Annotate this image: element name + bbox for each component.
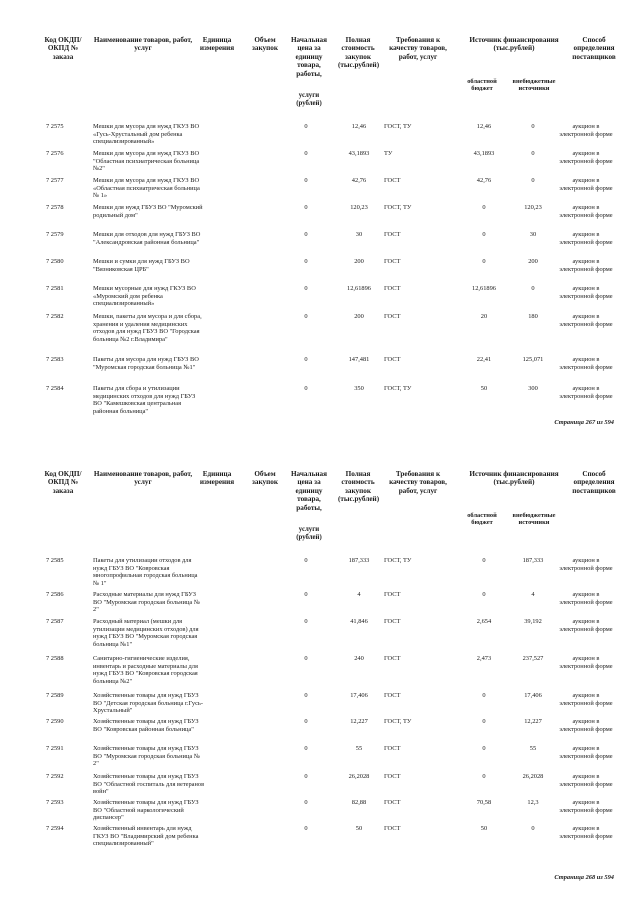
order-number: 7 2577 bbox=[46, 177, 64, 184]
page-number: Страница 267 из 594 bbox=[554, 419, 614, 426]
item-name: Хозяйственные товары для нужд ГБУЗ ВО "Детская городская больница г.Гусь-Хрустальный" bbox=[93, 692, 203, 715]
total-cost: 30 bbox=[355, 231, 363, 238]
total-cost: 240 bbox=[354, 655, 364, 662]
item-name: Мешки для мусора для нужд ГКУЗ ВО «Областная психиатрическая больница № 1» bbox=[93, 177, 200, 200]
header-source-regional: областной бюджет bbox=[467, 78, 497, 93]
extra-budget: 180 bbox=[528, 313, 538, 320]
order-number: 7 2585 bbox=[46, 557, 64, 564]
procurement-method: аукцион в электронной форме bbox=[559, 258, 613, 273]
quality-requirements: ГОСТ bbox=[384, 773, 401, 780]
procurement-method: аукцион в электронной форме bbox=[559, 231, 613, 246]
quality-requirements: ГОСТ, ТУ bbox=[384, 123, 412, 130]
total-cost: 12,46 bbox=[351, 123, 367, 130]
initial-price: 0 bbox=[304, 718, 308, 725]
procurement-method: аукцион в электронной форме bbox=[559, 718, 613, 733]
order-number: 7 2593 bbox=[46, 799, 64, 806]
item-name: Хозяйственный инвентарь для нужд ГКУЗ ВО "Владимирский дом ребенка специализированный" bbox=[93, 825, 199, 848]
header-unit: Единица измерения bbox=[199, 470, 235, 487]
quality-requirements: ГОСТ bbox=[384, 231, 401, 238]
header-source: Источник финансирования (тыс.рублей) bbox=[469, 36, 559, 53]
total-cost: 41,846 bbox=[350, 618, 368, 625]
total-cost: 200 bbox=[354, 313, 364, 320]
regional-budget: 0 bbox=[482, 718, 486, 725]
regional-budget: 22,41 bbox=[476, 356, 492, 363]
order-number: 7 2584 bbox=[46, 385, 64, 392]
extra-budget: 0 bbox=[531, 825, 535, 832]
extra-budget: 200 bbox=[528, 258, 538, 265]
procurement-method: аукцион в электронной форме bbox=[559, 745, 613, 760]
quality-requirements: ГОСТ, ТУ bbox=[384, 557, 412, 564]
item-name: Мешки мусорные для нужд ГКУЗ ВО «Муромский дом ребенка специализированный» bbox=[93, 285, 196, 308]
extra-budget: 0 bbox=[531, 123, 535, 130]
order-number: 7 2592 bbox=[46, 773, 64, 780]
extra-budget: 39,192 bbox=[524, 618, 542, 625]
header-initial-price-unit: услуги (рублей) bbox=[296, 92, 322, 107]
table-header bbox=[0, 470, 640, 550]
item-name: Расходный материал (мешки для утилизации медицинских отходов) для нужд ГБУЗ ВО "Муромская городская больница №1" bbox=[93, 618, 199, 648]
header-requirements: Требования к качеству товаров, работ, услуг bbox=[389, 470, 447, 495]
order-number: 7 2583 bbox=[46, 356, 64, 363]
extra-budget: 237,527 bbox=[522, 655, 544, 662]
initial-price: 0 bbox=[304, 313, 308, 320]
regional-budget: 20 bbox=[480, 313, 488, 320]
extra-budget: 187,333 bbox=[522, 557, 544, 564]
order-number: 7 2582 bbox=[46, 313, 64, 320]
header-source-regional: областной бюджет bbox=[467, 512, 497, 527]
item-name: Мешки и сумки для нужд ГБУЗ ВО "Вязниковская ЦРБ" bbox=[93, 258, 190, 273]
quality-requirements: ТУ bbox=[384, 150, 393, 157]
regional-budget: 0 bbox=[482, 258, 486, 265]
procurement-method: аукцион в электронной форме bbox=[559, 825, 613, 840]
quality-requirements: ГОСТ bbox=[384, 655, 401, 662]
procurement-method: аукцион в электронной форме bbox=[559, 773, 613, 788]
item-name: Мешки, пакеты для мусора и для сбора, хранения и удаления медицинских отходов для нужд ГБУЗ ВО "Городская больница №2 г.Владимира" bbox=[93, 313, 202, 343]
header-source: Источник финансирования (тыс.рублей) bbox=[469, 470, 559, 487]
quality-requirements: ГОСТ bbox=[384, 313, 401, 320]
procurement-method: аукцион в электронной форме bbox=[559, 655, 613, 670]
initial-price: 0 bbox=[304, 123, 308, 130]
total-cost: 120,23 bbox=[350, 204, 368, 211]
header-initial-price: Начальная цена за единицу товара, работы, bbox=[290, 470, 328, 512]
regional-budget: 43,1893 bbox=[473, 150, 495, 157]
header-source-extrabudget: внебюджетные источники bbox=[512, 78, 556, 93]
item-name: Хозяйственные товары для нужд ГБУЗ ВО "Областной госпиталь для ветеранов войн" bbox=[93, 773, 205, 796]
item-name: Мешки для мусора для нужд ГКУЗ ВО "Областная психиатрическая больница №2" bbox=[93, 150, 200, 173]
quality-requirements: ГОСТ bbox=[384, 591, 401, 598]
item-name: Пакеты для сбора и утилизации медицинских отходов для нужд ГБУЗ ВО "Камешковская центральная районная больница" bbox=[93, 385, 196, 415]
quality-requirements: ГОСТ bbox=[384, 356, 401, 363]
page-number: Страница 268 из 594 bbox=[554, 874, 614, 881]
initial-price: 0 bbox=[304, 285, 308, 292]
item-name: Мешки для мусора для нужд ГКУЗ ВО «Гусь-Хрустальный дом ребенка специализированный» bbox=[93, 123, 200, 146]
regional-budget: 50 bbox=[480, 825, 488, 832]
regional-budget: 2,654 bbox=[476, 618, 492, 625]
header-total-cost: Полная стоимость закупок (тыс.рублей) bbox=[338, 470, 380, 504]
total-cost: 50 bbox=[355, 825, 363, 832]
initial-price: 0 bbox=[304, 231, 308, 238]
procurement-method: аукцион в электронной форме bbox=[559, 204, 613, 219]
order-number: 7 2589 bbox=[46, 692, 64, 699]
item-name: Пакеты для мусора для нужд ГБУЗ ВО "Муромская городская больница №1" bbox=[93, 356, 199, 371]
regional-budget: 0 bbox=[482, 204, 486, 211]
procurement-method: аукцион в электронной форме bbox=[559, 285, 613, 300]
extra-budget: 125,071 bbox=[522, 356, 544, 363]
order-number: 7 2579 bbox=[46, 231, 64, 238]
header-code: Код ОКДП/ ОКПД № заказа bbox=[44, 36, 82, 61]
extra-budget: 120,23 bbox=[524, 204, 542, 211]
extra-budget: 30 bbox=[529, 231, 537, 238]
quality-requirements: ГОСТ bbox=[384, 745, 401, 752]
regional-budget: 0 bbox=[482, 745, 486, 752]
extra-budget: 0 bbox=[531, 177, 535, 184]
order-number: 7 2588 bbox=[46, 655, 64, 662]
regional-budget: 50 bbox=[480, 385, 488, 392]
total-cost: 55 bbox=[355, 745, 363, 752]
total-cost: 187,333 bbox=[348, 557, 370, 564]
procurement-method: аукцион в электронной форме bbox=[559, 692, 613, 707]
total-cost: 200 bbox=[354, 258, 364, 265]
extra-budget: 0 bbox=[531, 285, 535, 292]
header-code: Код ОКДП/ ОКПД № заказа bbox=[44, 470, 82, 495]
regional-budget: 12,61896 bbox=[472, 285, 496, 292]
header-volume: Объем закупок bbox=[252, 36, 278, 53]
header-name: Наименование товаров, работ, услуг bbox=[93, 36, 193, 53]
initial-price: 0 bbox=[304, 745, 308, 752]
document-page-2 bbox=[0, 470, 640, 881]
item-name: Мешки для отходов для нужд ГБУЗ ВО "Александровская районная больница" bbox=[93, 231, 201, 246]
procurement-method: аукцион в электронной форме bbox=[559, 385, 613, 400]
item-name: Хозяйственные товары для нужд ГБУЗ ВО "Областной наркологический диспансер" bbox=[93, 799, 199, 822]
initial-price: 0 bbox=[304, 356, 308, 363]
order-number: 7 2591 bbox=[46, 745, 64, 752]
header-name: Наименование товаров, работ, услуг bbox=[93, 470, 193, 487]
extra-budget: 55 bbox=[529, 745, 537, 752]
regional-budget: 0 bbox=[482, 231, 486, 238]
table-header bbox=[0, 36, 640, 116]
total-cost: 42,76 bbox=[351, 177, 367, 184]
quality-requirements: ГОСТ bbox=[384, 692, 401, 699]
initial-price: 0 bbox=[304, 204, 308, 211]
quality-requirements: ГОСТ, ТУ bbox=[384, 385, 412, 392]
procurement-method: аукцион в электронной форме bbox=[559, 557, 613, 572]
procurement-method: аукцион в электронной форме bbox=[559, 313, 613, 328]
regional-budget: 0 bbox=[482, 591, 486, 598]
extra-budget: 17,406 bbox=[524, 692, 542, 699]
quality-requirements: ГОСТ, ТУ bbox=[384, 718, 412, 725]
item-name: Мешки для нужд ГБУЗ ВО "Муромский родильный дом" bbox=[93, 204, 203, 219]
quality-requirements: ГОСТ bbox=[384, 285, 401, 292]
order-number: 7 2575 bbox=[46, 123, 64, 130]
header-volume: Объем закупок bbox=[252, 470, 278, 487]
initial-price: 0 bbox=[304, 692, 308, 699]
initial-price: 0 bbox=[304, 618, 308, 625]
regional-budget: 42,76 bbox=[476, 177, 492, 184]
procurement-method: аукцион в электронной форме bbox=[559, 177, 613, 192]
quality-requirements: ГОСТ bbox=[384, 618, 401, 625]
procurement-method: аукцион в электронной форме bbox=[559, 356, 613, 371]
total-cost: 147,481 bbox=[348, 356, 370, 363]
header-requirements: Требования к качеству товаров, работ, услуг bbox=[389, 36, 447, 61]
procurement-method: аукцион в электронной форме bbox=[559, 123, 613, 138]
quality-requirements: ГОСТ bbox=[384, 825, 401, 832]
initial-price: 0 bbox=[304, 655, 308, 662]
item-name: Хозяйственные товары для нужд ГБУЗ ВО "Муромская городская больница № 2" bbox=[93, 745, 200, 768]
order-number: 7 2586 bbox=[46, 591, 64, 598]
quality-requirements: ГОСТ, ТУ bbox=[384, 204, 412, 211]
initial-price: 0 bbox=[304, 258, 308, 265]
initial-price: 0 bbox=[304, 177, 308, 184]
initial-price: 0 bbox=[304, 150, 308, 157]
header-initial-price: Начальная цена за единицу товара, работы, bbox=[290, 36, 328, 78]
quality-requirements: ГОСТ bbox=[384, 258, 401, 265]
procurement-method: аукцион в электронной форме bbox=[559, 799, 613, 814]
order-number: 7 2580 bbox=[46, 258, 64, 265]
extra-budget: 0 bbox=[531, 150, 535, 157]
extra-budget: 12,3 bbox=[527, 799, 539, 806]
item-name: Расходные материалы для нужд ГБУЗ ВО "Муромская городская больница № 2" bbox=[93, 591, 200, 614]
order-number: 7 2578 bbox=[46, 204, 64, 211]
order-number: 7 2581 bbox=[46, 285, 64, 292]
total-cost: 12,227 bbox=[350, 718, 368, 725]
extra-budget: 4 bbox=[531, 591, 535, 598]
quality-requirements: ГОСТ bbox=[384, 799, 401, 806]
total-cost: 43,1893 bbox=[348, 150, 370, 157]
order-number: 7 2587 bbox=[46, 618, 64, 625]
order-number: 7 2594 bbox=[46, 825, 64, 832]
quality-requirements: ГОСТ bbox=[384, 177, 401, 184]
regional-budget: 0 bbox=[482, 557, 486, 564]
initial-price: 0 bbox=[304, 773, 308, 780]
total-cost: 82,88 bbox=[351, 799, 367, 806]
header-unit: Единица измерения bbox=[199, 36, 235, 53]
total-cost: 17,406 bbox=[350, 692, 368, 699]
item-name: Пакеты для утилизации отходов для нужд ГБУЗ ВО "Ковровская многопрофильная городская больница № 1" bbox=[93, 557, 198, 587]
header-total-cost: Полная стоимость закупок (тыс.рублей) bbox=[338, 36, 380, 70]
regional-budget: 2,473 bbox=[476, 655, 492, 662]
header-initial-price-unit: услуги (рублей) bbox=[296, 526, 322, 541]
procurement-method: аукцион в электронной форме bbox=[559, 591, 613, 606]
initial-price: 0 bbox=[304, 385, 308, 392]
procurement-method: аукцион в электронной форме bbox=[559, 618, 613, 633]
regional-budget: 12,46 bbox=[476, 123, 492, 130]
total-cost: 12,61896 bbox=[347, 285, 371, 292]
regional-budget: 0 bbox=[482, 692, 486, 699]
initial-price: 0 bbox=[304, 591, 308, 598]
order-number: 7 2576 bbox=[46, 150, 64, 157]
regional-budget: 0 bbox=[482, 773, 486, 780]
item-name: Санитарно-гигиенические изделия, инвентарь и расходные материалы для нужд ГБУЗ ВО "Ковровская городская больница №2" bbox=[93, 655, 198, 685]
header-source-extrabudget: внебюджетные источники bbox=[512, 512, 556, 527]
regional-budget: 70,58 bbox=[476, 799, 492, 806]
document-page-1 bbox=[0, 36, 640, 426]
order-number: 7 2590 bbox=[46, 718, 64, 725]
total-cost: 350 bbox=[354, 385, 364, 392]
initial-price: 0 bbox=[304, 557, 308, 564]
extra-budget: 300 bbox=[528, 385, 538, 392]
header-method: Способ определения поставщиков bbox=[572, 36, 616, 61]
extra-budget: 26,2028 bbox=[522, 773, 544, 780]
initial-price: 0 bbox=[304, 825, 308, 832]
total-cost: 26,2028 bbox=[348, 773, 370, 780]
header-method: Способ определения поставщиков bbox=[572, 470, 616, 495]
total-cost: 4 bbox=[357, 591, 361, 598]
initial-price: 0 bbox=[304, 799, 308, 806]
extra-budget: 12,227 bbox=[524, 718, 542, 725]
procurement-method: аукцион в электронной форме bbox=[559, 150, 613, 165]
item-name: Хозяйственные товары для нужд ГБУЗ ВО "Ковровская районная больница" bbox=[93, 718, 199, 733]
